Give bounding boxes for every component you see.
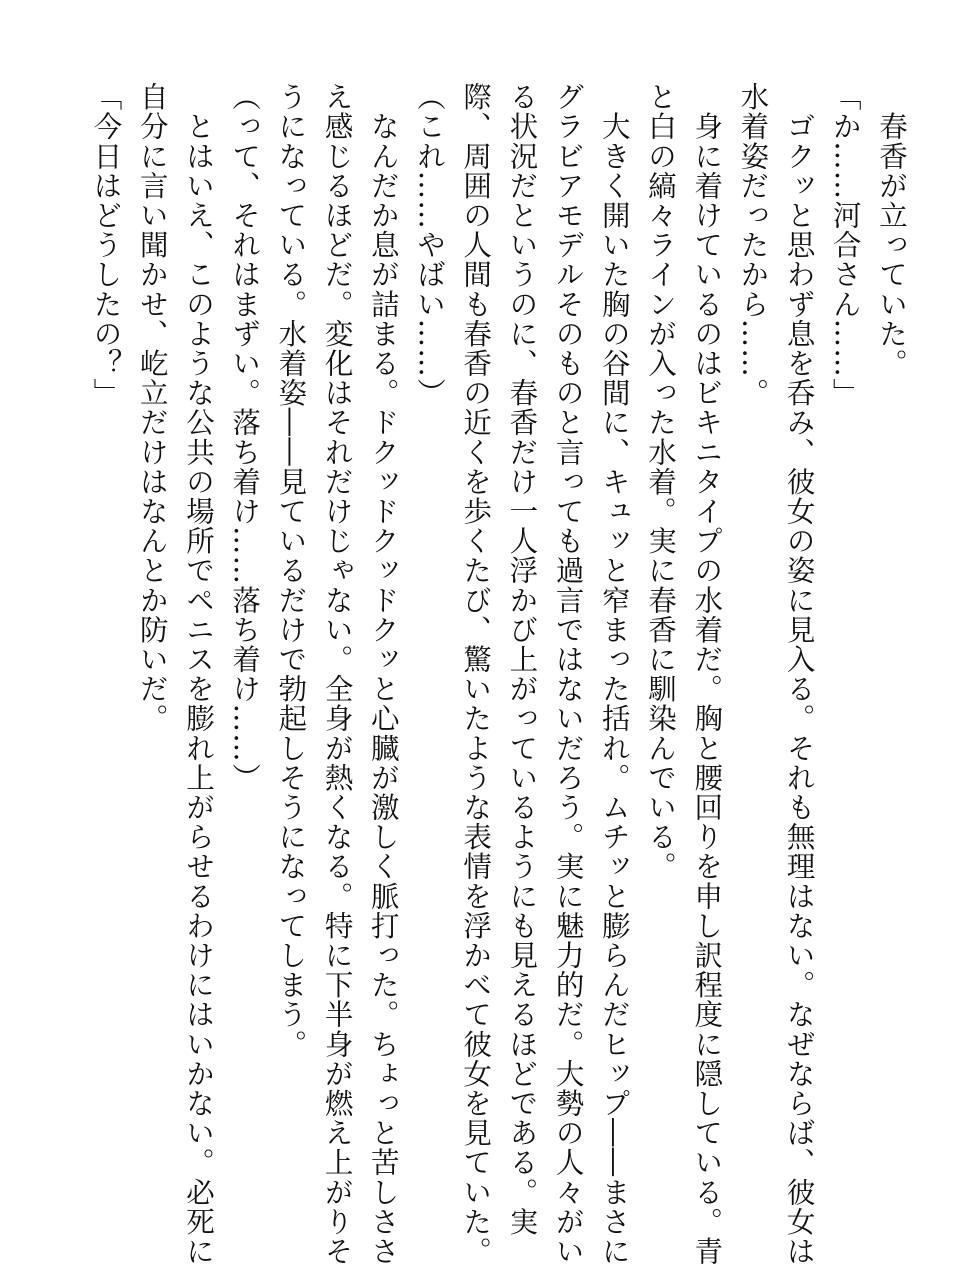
text-line: ゴクッと思わず息を呑み、彼女の姿に見入る。それも無理はない。なぜならば、彼女は xyxy=(782,82,816,1266)
text-line: （って、それはまずい。落ち着け……落ち着け……） xyxy=(228,82,262,793)
text-line: グラビアモデルそのものと言っても過言ではないだろう。実に魅力的だ。大勢の人々がい xyxy=(551,82,585,1266)
body-text xyxy=(82,82,914,1266)
text-line: 「今日はどうしたの？」 xyxy=(89,82,123,408)
text-line: 水着姿だったから……。 xyxy=(736,82,770,408)
text-line: と白の縞々ラインが入った水着。実に春香に馴染んでいる。 xyxy=(643,82,677,882)
text-line: 自分に言い聞かせ、屹立だけはなんとか防いだ。 xyxy=(135,82,169,734)
text-line: 際、周囲の人間も春香の近くを歩くたび、驚いたような表情を浮かべて彼女を見ていた。 xyxy=(459,82,493,1266)
text-line: なんだか息が詰まる。ドクッドクッドクッと心臓が激しく脈打った。ちょっと苦しささ xyxy=(366,82,400,1266)
text-line: 「か……河合さん……」 xyxy=(828,82,862,408)
text-line: 春香が立っていた。 xyxy=(875,82,908,378)
text-line: 大きく開いた胸の谷間に、キュッと窄まった括れ。ムチッと膨らんだヒップ――まさに xyxy=(597,82,631,1266)
text-line: （これ……やばい……） xyxy=(412,82,446,408)
text-line: え感じるほどだ。変化はそれだけじゃない。全身が熱くなる。特に下半身が燃え上がりそ xyxy=(320,82,354,1266)
text-line: うになっている。水着姿――見ているだけで勃起しそうになってしまう。 xyxy=(274,82,308,1059)
text-line: る状況だというのに、春香だけ一人浮かび上がっているようにも見えるほどである。実 xyxy=(505,82,539,1237)
text-line: とはいえ、このような公共の場所でペニスを膨れ上がらせるわけにはいかない。必死に xyxy=(181,82,215,1266)
text-line: 身に着けているのはビキニタイプの水着だ。胸と腰回りを申し訳程度に隠している。青 xyxy=(690,82,724,1266)
